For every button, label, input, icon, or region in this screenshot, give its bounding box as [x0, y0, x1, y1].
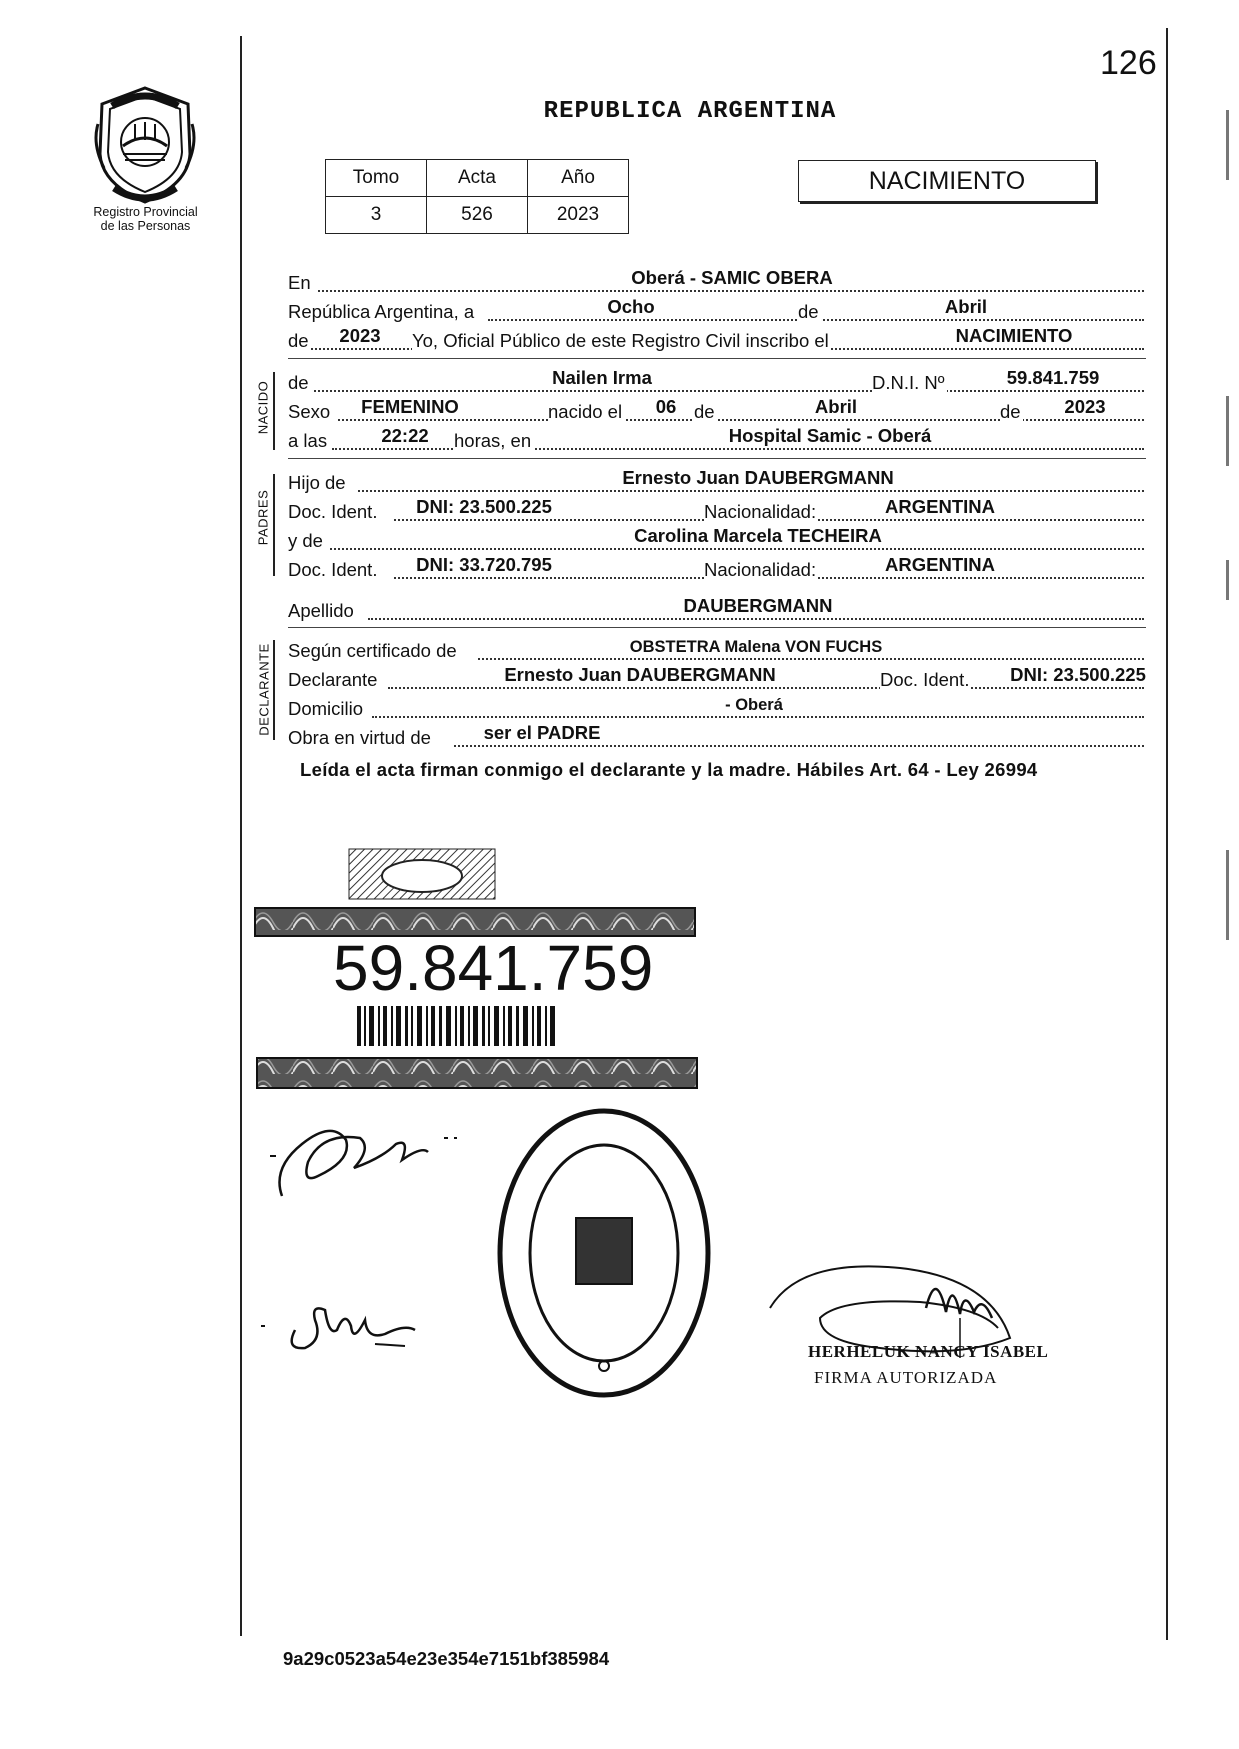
father-doc: DNI: 23.500.225 — [416, 496, 552, 517]
birth-month: Abril — [814, 396, 858, 417]
doc-label: Doc. Ident. — [880, 669, 970, 690]
section-bar — [273, 372, 275, 450]
apellido-label: Apellido — [288, 600, 354, 621]
official-name: HERHELUK NANCY ISABEL — [808, 1342, 1049, 1361]
tomo-value: 3 — [326, 197, 427, 234]
scan-mark — [1226, 396, 1229, 466]
document-hash: 9a29c0523a54e23e354e7151bf385984 — [283, 1648, 610, 1669]
section-nacido: NACIDO — [255, 380, 271, 435]
dni-label: D.N.I. Nº — [872, 372, 945, 393]
obra-value: ser el PADRE — [483, 722, 601, 743]
record-type-box: NACIMIENTO — [798, 160, 1096, 202]
row-father — [288, 466, 1146, 496]
divider — [288, 627, 1146, 628]
section-padres: PADRES — [255, 489, 271, 546]
row-declarant — [288, 663, 1146, 693]
left-margin-line — [240, 36, 242, 1636]
divider — [288, 358, 1146, 359]
hijo-label: Hijo de — [288, 472, 346, 493]
id-sticker — [253, 906, 703, 1091]
inscribo-label: Yo, Oficial Público de este Registro Civil inscribo el — [412, 330, 829, 351]
row-sex — [288, 395, 1146, 425]
acta-header: Acta — [427, 160, 528, 197]
row-time — [288, 424, 1146, 454]
row-place — [288, 266, 1146, 296]
obra-label: Obra en virtud de — [288, 727, 431, 748]
yde-label: y de — [288, 530, 323, 551]
row-name — [288, 366, 1146, 396]
declarant-doc: DNI: 23.500.225 — [1010, 664, 1146, 685]
province-emblem — [90, 84, 200, 206]
de-label: de — [1000, 401, 1021, 422]
child-name: Nailen Irma — [552, 367, 652, 388]
nacido-label: nacido el — [548, 401, 623, 422]
a-las-label: a las — [288, 430, 328, 451]
row-act — [288, 324, 1146, 354]
agency-name: Registro Provincial de las Personas — [93, 205, 198, 233]
father-name: Ernesto Juan DAUBERGMANN — [622, 467, 894, 488]
anio-value: 2023 — [528, 197, 629, 234]
republica-label: República Argentina, a — [288, 301, 475, 322]
act-value: NACIMIENTO — [955, 325, 1073, 346]
acta-value: 526 — [427, 197, 528, 234]
cert-value: OBSTETRA Malena VON FUCHS — [629, 638, 883, 656]
row-mother — [288, 524, 1146, 554]
row-domicile — [288, 692, 1146, 722]
sexo-label: Sexo — [288, 401, 331, 422]
mother-signature — [255, 1290, 435, 1360]
row-date — [288, 295, 1146, 325]
tomo-header: Tomo — [326, 160, 427, 197]
mother-name: Carolina Marcela TECHEIRA — [634, 525, 882, 546]
barcode — [357, 1006, 555, 1046]
security-hologram — [348, 848, 496, 900]
child-dni: 59.841.759 — [1006, 367, 1100, 388]
birth-time: 22:22 — [381, 425, 429, 446]
mother-nationality: ARGENTINA — [885, 554, 995, 575]
declarant-signature — [262, 1108, 472, 1208]
anio-header: Año — [528, 160, 629, 197]
row-surname — [288, 594, 1146, 624]
mother-doc: DNI: 33.720.795 — [416, 554, 552, 575]
de2-label: de — [288, 330, 309, 351]
section-bar — [273, 474, 275, 576]
declarant-name: Ernesto Juan DAUBERGMANN — [504, 664, 776, 685]
surname-value: DAUBERGMANN — [683, 595, 833, 616]
horas-label: horas, en — [454, 430, 532, 451]
official-role: FIRMA AUTORIZADA — [814, 1368, 998, 1387]
row-obra — [288, 721, 1146, 751]
declarante-label: Declarante — [288, 669, 378, 690]
cert-label: Según certificado de — [288, 640, 457, 661]
birth-day: 06 — [655, 396, 677, 417]
domicilio-label: Domicilio — [288, 698, 364, 719]
page-number: 126 — [1100, 44, 1157, 82]
scan-mark — [1226, 110, 1229, 180]
document-title: REPUBLICA ARGENTINA — [543, 98, 837, 125]
registry-table — [325, 159, 629, 234]
doc-label: Doc. Ident. — [288, 501, 378, 522]
de-label: de — [288, 372, 309, 393]
section-declarante: DECLARANTE — [256, 643, 272, 736]
year-value: 2023 — [339, 325, 381, 346]
row-mother-doc — [288, 553, 1146, 583]
en-label: En — [288, 272, 311, 293]
sexo-value: FEMENINO — [361, 396, 459, 417]
birth-year: 2023 — [1064, 396, 1106, 417]
closing-statement: Leída el acta firman conmigo el declarante y la madre. Hábiles Art. 64 - Ley 26994 — [300, 759, 1038, 780]
birth-place: Hospital Samic - Oberá — [728, 425, 932, 446]
row-certificate — [288, 634, 1146, 664]
doc-label: Doc. Ident. — [288, 559, 378, 580]
right-margin-line — [1166, 28, 1168, 1640]
father-nationality: ARGENTINA — [885, 496, 995, 517]
domicile-value: - Oberá — [725, 696, 783, 714]
official-signature — [760, 1238, 1070, 1358]
official-seal — [494, 1104, 714, 1402]
scan-mark — [1226, 850, 1229, 940]
de-label: de — [694, 401, 715, 422]
divider — [288, 458, 1146, 459]
section-bar — [273, 640, 275, 740]
month-value: Abril — [944, 296, 988, 317]
de-label: de — [798, 301, 819, 322]
day-value: Ocho — [607, 296, 655, 317]
row-father-doc — [288, 495, 1146, 525]
nacionalidad-label: Nacionalidad: — [704, 501, 817, 522]
nacionalidad-label: Nacionalidad: — [704, 559, 817, 580]
scan-mark — [1226, 560, 1229, 600]
place-value: Oberá - SAMIC OBERA — [631, 267, 833, 288]
id-number: 59.841.759 — [333, 932, 654, 1004]
